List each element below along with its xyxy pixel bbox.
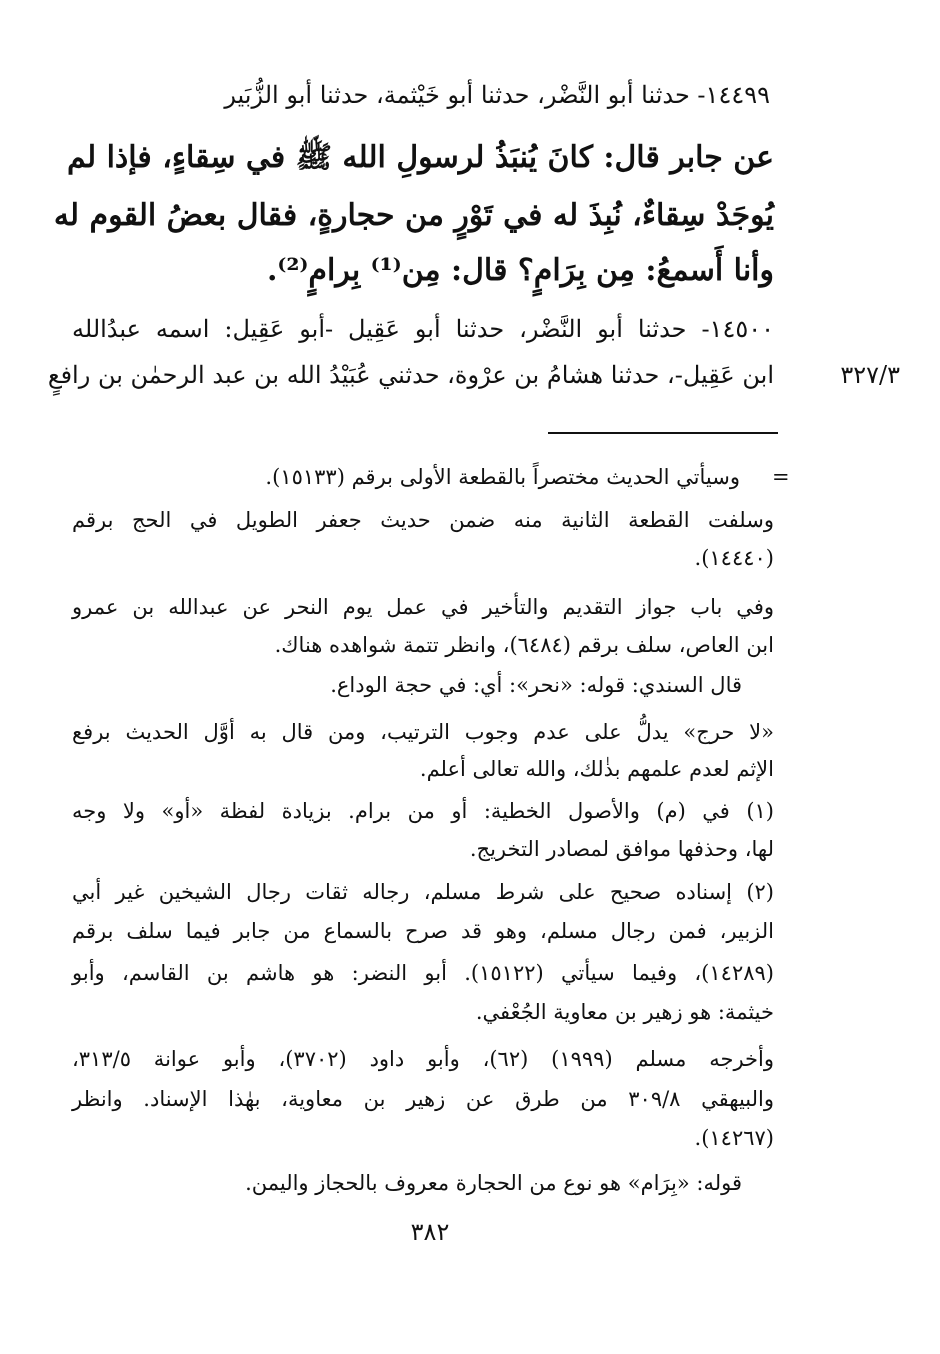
note-line: الإثم لعدم علمهم بذٰلك، والله تعالى أعلم. — [419, 757, 774, 781]
page-number: ٣٨٢ — [410, 1218, 450, 1246]
note-line: قال السندي: قوله: «نحر»: أي: في حجة الوداع. — [330, 673, 742, 697]
note-line: (١٤٤٤٠). — [694, 546, 774, 570]
hadith-14499-line-1: ١٤٤٩٩- حدثنا أبو النَّضْر، حدثنا أبو خَيْثمة، حدثنا أبو الزُّبَير — [224, 81, 770, 109]
footnote-1-line-2: لها، وحذفها موافق لمصادر التخريج. — [469, 837, 774, 861]
footnote-2-line-4: خيثمة: هو زهير بن معاوية الجُعْفي. — [475, 1000, 774, 1024]
hadith-14500-line-2: ابن عَقِيل-، حدثنا هشامُ بن عرْوة، حدثني عُبَيْدُ الله بن عبد الرحمٰن بن رافعٍ — [47, 361, 774, 389]
note-line: وسيأتي الحديث مختصراً بالقطعة الأولى برقم (١٥١٣٣). — [265, 465, 740, 489]
note-line: «لا حرج» يدلُّ على عدم وجوب الترتيب، ومن قال به أوَّل الحديث برفع — [72, 720, 774, 744]
footnote-3-line-1: وأخرجه مسلم (١٩٩٩) (٦٢)، وأبو داود (٣٧٠٢)، وأبو عوانة ٣١٣/٥، — [72, 1047, 774, 1071]
margin-volume-page-reference: ٣٢٧/٣ — [840, 361, 900, 389]
note-line: وسلفت القطعة الثانية منه ضمن حديث جعفر الطويل في الحج برقم — [72, 508, 774, 532]
hadith-14500-line-1: ١٤٥٠٠- حدثنا أبو النَّضْر، حدثنا أبو عَقِيل -أبو عَقِيل: اسمه عبدُالله — [72, 315, 774, 343]
footnote-4-line: قوله: «بِرَام» هو نوع من الحجارة معروف بالحجاز واليمن. — [245, 1171, 742, 1195]
footnote-2-line-3: (١٤٢٨٩)، وفيما سيأتي (١٥١٢٢). أبو النضر: هو هاشم بن القاسم، وأبو — [72, 961, 774, 985]
note-line: وفي باب جواز التقديم والتأخير في عمل يوم النحر عن عبدالله بن عمرو — [72, 595, 774, 619]
footnote-separator-rule — [548, 432, 778, 434]
footnote-2-line-1: (٢) إسناده صحيح على شرط مسلم، رجاله ثقات رجال الشيخين غير أبي — [72, 880, 774, 904]
footnote-3-line-3: (١٤٢٦٧). — [694, 1126, 774, 1150]
footnote-continuation-mark: = — [772, 465, 790, 489]
footnote-3-line-2: والبيهقي ٣٠٩/٨ من طرق عن زهير بن معاوية، بهٰذا الإسناد. وانظر — [72, 1087, 774, 1111]
hadith-14499-line-2: عن جابر قال: كانَ يُنبَذُ لرسولِ الله ﷺ في سِقاءٍ، فإذا لم — [67, 140, 774, 175]
note-line: ابن العاص، سلف برقم (٦٤٨٤)، وانظر تتمة شواهده هناك. — [274, 633, 774, 657]
hadith-14499-line-3: يُوجَدْ سِقاءٌ، نُبِذَ له في تَوْرٍ من حجارةٍ، فقال بعضُ القوم له — [53, 198, 774, 233]
footnote-1-line-1: (١) في (م) والأصول الخطية: أو من برام. بزيادة لفظة «أو» ولا وجه — [72, 799, 774, 823]
footnote-2-line-2: الزبير، فمن رجال مسلم، وهو قد صرح بالسماع من جابر فيما سلف برقم — [72, 919, 774, 943]
hadith-14499-line-4: وأنا أَسمعُ: مِن بِرَامٍ؟ قال: مِن⁽¹⁾ بِرامٍ⁽²⁾. — [266, 253, 774, 288]
